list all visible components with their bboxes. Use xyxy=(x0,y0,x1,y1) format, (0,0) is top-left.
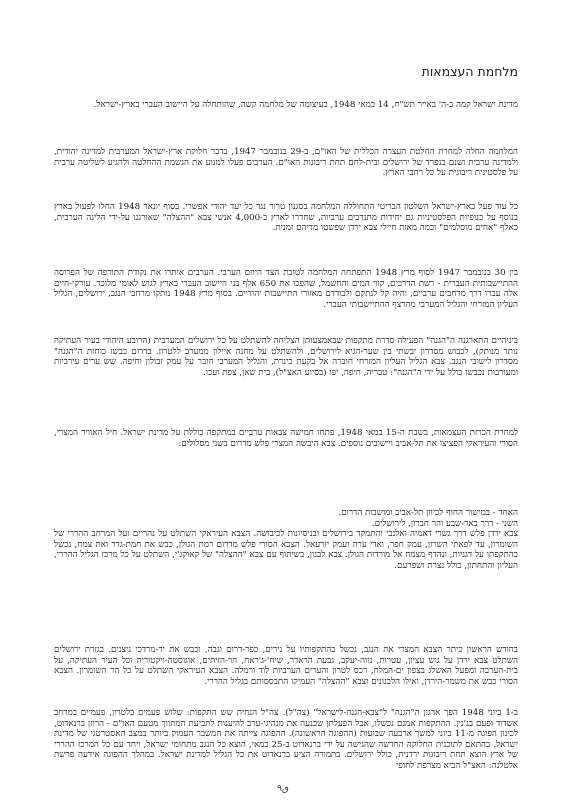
page-title: מלחמת העצמאות xyxy=(421,64,518,79)
route-line: האחד - במישור החוף לכיוון תל-אביב ומושבות הדרום. xyxy=(338,508,518,518)
paragraph-un-resolution: המלחמה החלה למחרת החלטת העצרה הכללית של האו"ם, ב-29 בנובמבר 1947, בדבר חלוקת ארץ-ישראל המערבית למדינה יהודית, ולמדינה ערבית ושנם בנפרד של ירושלים ובית-לחם תחת ריבונות האו"ם. הערבים פעלו למנוע את הגשמת ההחלטה ולהגיע לשליטה ערבית על פלסטינית ריבונית על כל רחבי הארץ. xyxy=(54,147,518,179)
paragraph-haganah-offensive: ביניהיים התארגנה ה"הגנה" הפעילה סדרת מתקפות שבאמצעותן הצליחה להשתלט על כל ירושלים המערבית (הרובע היהודי בעיר העתיקה נותר מנותק), לכבוש מסדרון יבשתי בין שער-הגיא לירושלים, ולהשתלט על מחנה איילון ממערב ללטרון. בדרום כבשו כוחות ה"הגנה" מסדרון לישובי הנגב. צבא הגליל העליון המזרחי חוברה אל בקעת כינרת, והגליל המערבי חובר על עמק זבולון וחיפה. שש ערים עירביות ומעורבות נכבשו כולל על ידי ה"הגנה": טבריה, חיפה, יפו (בסיוע האצ"ל), בית שאן, צפת ועכו. xyxy=(54,336,518,378)
route-line: השני - דרך באר-שבע והר חברון, לירושלים. xyxy=(371,518,518,529)
invasion-details: צבא ירדן פלש דרך גשרי דאמיה ואלנבי והתמקד בירושלים ובניסיונות לכיבושה. הצבא העיראקי השתלט על נהריים ועל המרחב ההררי של השומרון, עד לפאתי השרון, עמק חפר, ואדי ערה ועמק יזרעאל. הצבא הסורי פלש מדרום רמת הגולן, כבש את חמת-גדר ואת צמח, נכשל בהתקפתו על דגניות, ונהדף מצמח אל מורדות הגולן. צבא לבנון, בשיתוף עם צבא "ההצלה" של קאוקג'י, השתלט על כל מרכז הגליל ההררי, העליון והתחתון, כולל נצרת ושפרעם. xyxy=(54,529,518,571)
paragraph-idf-founding: ב-1 ביוני 1948 הפך ארגון ה"הגנה" ל"צבא-הגנה-לישראל" (צה"ל). צה"ל הנחית שש התקפות: שלוש פעמים בלטרון, פעמיים במרחב אשדוד ופעם בג'נין. ההתקפות אמנם נכשלו, אבל הפעלתן שכנעה את מנהיגי-ערב להיענות לתביעת המתווך מטעם האו"ם - הרוזן ברנאדוט, לכינון הפוגה מ-11 ביוני למשך ארבעה שבועות (ההפוגה הראשונה). ההפוגה צייתה את המשבר העמוק ביותר במצב האסטרטגי של מדינת ישראל. בהתאם לתוכנית החלוקה החדשה שהגישה על ידי ברנאדוט ב-25 במאי, הוצא כל הנגב מתחומי ישראל, ויחד עם כל המרכז ההררי של ארץ הוצא תחת ריבונות ירדנית, כולל ירושלים. בתמורה הציע ברנאדוט את כל הגליל למדינת ישראל. במהלך ההפוגה אידעה פרשת אלטלנה: האצ"ל הביא מצרפת לחופי xyxy=(54,708,518,771)
page-footer-mark: ٯ٩ xyxy=(277,784,289,794)
paragraph-invasion-routes xyxy=(54,508,518,572)
paragraph-first-phase: בין 30 בנובמבר 1947 לסוף מרץ 1948 התפתחה המלחמה לטובת הצד היוזם הערבי. הערבים איתרו את נקודת התורפה של הפרוסה ההתיישבותית העברית - רשת הדרכים, קווי המים והחשמל, שהפכו את 650 אלף בני היישוב העברי בארץ לגוש לאומי מלוכד. עורקי-חיים אלה עברו דרך מרחבים ערביים, והיה קל לנתקם ולבודדם מאזורי התיישבות יהודיים. בסוף מרץ 1948 נותקו מרחבי הנגב, ירושלים, הגליל העליון המזרחי והגליל המערבי מהרצף ההתיישבותי העברי. xyxy=(54,268,519,310)
paragraph-arab-invasion: למחרת הכרזת העצמאות, בשבת ה-15 במאי 1948, פתחו חמישה צבאות ערביים במתקפה כוללת על מדינת ישראל. חיל האוויר המצרי, הסורי והעיראקי הפציצו את תל-אביב ויישובים נוספים. צבא היבשה המצרי פלש מדרום בשני מסלולים: xyxy=(54,428,518,449)
paragraph-first-month: בחודש הראשון כיתר הצבא המצרי את הנגב, נכשל בהתקפותיו על נירים, כפר-דרום וגבה, וכבש את יד-מרדכי ניצנים. בגזרת ירושלים השתלט צבא ירדן על גוש עציון, עטרות, נווה-יעקב, גבעת הראדר, שיח'-ג'ראח, הר-הזיתים, אוגוסטה-ויקטוריה וכל העיר העתיקה, על בית-הערבה ומפעל האשלג בצפון ים-המלח, רכס לטרון והערים הערביות לוד ורמלה. הצבא העיראקי השתלט על כל הר השומרון. הצבא הסורי כבש את משמר-הירדן, ואילו הלבנונים וצבא "ההצלה" העמיקו התבססותם בגליל ההררי. xyxy=(54,645,518,687)
paragraph-intro: מדינת ישראל קמה ב-ה' באייר תש"ח, 14 במאי 1948, בעיצומה של מלחמה קשה, שהותחלה על היישוב העברי בארץ-ישראל. xyxy=(93,100,518,110)
paragraph-british-rule: כל עוד פעל בארץ-ישראל השלטון הבריטי התחוללה המלחמה בסגנון טרור נגד כל יעד יהודי אפשרי. בסוף יונאר 1948 החלו לפעול בארץ בנוסף על כנופיות הפלסטיניות גם יחידות מתנדבים ערביות, שחדרו לארץ כ-4,000 אנשי צבא "ההצלה" שאורגנו על-ידי הליגה הערבית, כאלף "אחים מוסלמים" וכמה מאות חיילי צבא ירדן שפשטו מדיהם זמנית. xyxy=(54,202,518,234)
